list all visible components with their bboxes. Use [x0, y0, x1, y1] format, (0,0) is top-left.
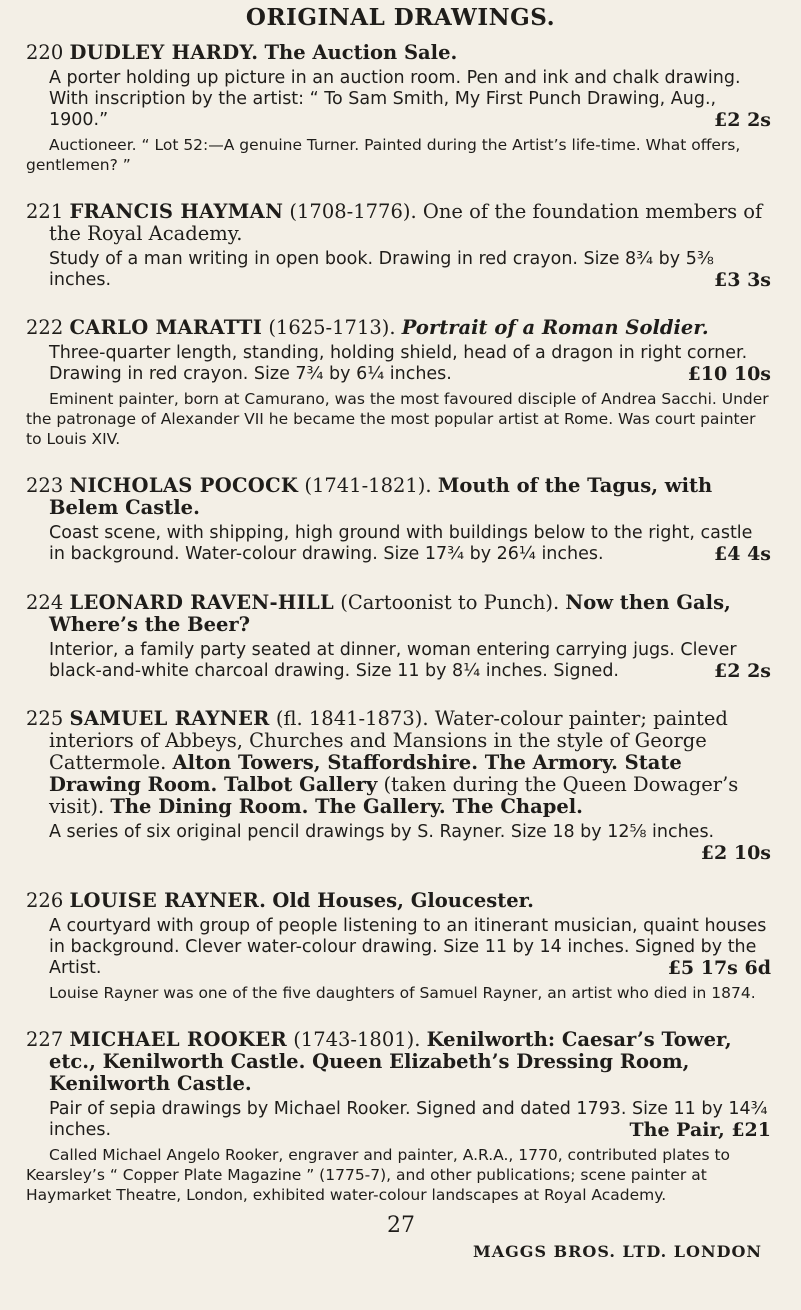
publisher-imprint: MAGGS BROS. LTD. LONDON [473, 1242, 763, 1261]
lot-number: 220 [26, 41, 64, 64]
lot-description: Study of a man writing in open book. Drawing in red crayon. Size 8¾ by 5⅜ inches. £3 3s [49, 249, 771, 292]
running-head: ORIGINAL DRAWINGS. [245, 4, 556, 31]
lot-title: Portrait of a Roman Soldier. [401, 316, 709, 340]
lot-number: 222 [26, 316, 64, 340]
artist-dates: (Cartoonist to Punch). [340, 590, 560, 614]
artist-name: DUDLEY HARDY. [69, 41, 259, 64]
lot-price: £2 10s [700, 841, 771, 864]
lot-entry-223 [26, 475, 771, 565]
lot-title: One of the foundation members of the Royal Academy. [49, 200, 763, 246]
lot-price: The Pair, £21 [629, 1119, 771, 1141]
lot-description: A porter holding up picture in an auction room. Pen and ink and chalk drawing. With inscription by the artist: “ To Sam Smith, My First Punch Drawing, Aug., 1900.” £2 2s [49, 68, 771, 131]
lot-number: 227 [26, 1028, 64, 1051]
lot-price: £4 4s [714, 543, 771, 566]
lot-title: Mouth of the Tagus, with Belem Castle. [49, 474, 713, 520]
lot-title: Old Houses, Gloucester. [272, 888, 534, 912]
lot-note: Called Michael Angelo Rooker, engraver and painter, A.R.A., 1770, contributed plates to Kearsley’s “ Copper Plate Magazine ” (1775-7), and other publications; scene painter at Haymarket Theatre, London, exhibited water-colour landscapes at Royal Academy. [26, 1146, 731, 1204]
lot-description: A courtyard with group of people listening to an itinerant musician, quaint houses in background. Clever water-colour drawing. Size 11 by 14 inches. Signed by the Artist. £5 17s 6d [49, 915, 771, 979]
lot-price: £2 2s [714, 659, 771, 682]
lot-entry-226 [26, 890, 771, 1003]
lot-title: Kenilworth: Caesar’s Tower, etc., Kenilworth Castle. Queen Elizabeth’s Dressing Room, Kenilworth Castle. [49, 1028, 732, 1095]
artist-dates: (1741-1821). [304, 474, 432, 498]
lot-price: £2 2s [714, 109, 771, 131]
lot-number: 225 [26, 706, 64, 730]
page-number: 27 [387, 1213, 415, 1238]
lot-description: Pair of sepia drawings by Michael Rooker. Signed and dated 1793. Size 11 by 14¾ inches. The Pair, £21 [49, 1099, 771, 1141]
lot-note: Louise Rayner was one of the five daughters of Samuel Rayner, an artist who died in 1874. [49, 983, 756, 1002]
artist-dates: (1708-1776). [289, 200, 417, 224]
lot-title: Alton Towers, Staffordshire. The Armory. State Drawing Room. Talbot Gallery [49, 750, 682, 796]
artist-name: CARLO MARATTI [69, 316, 263, 340]
lot-price: £10 10s [687, 363, 771, 386]
lot-entry-224 [26, 592, 771, 682]
lot-number: 224 [26, 590, 64, 614]
artist-name: LOUISE RAYNER. [69, 888, 267, 912]
lot-price: £5 17s 6d [667, 956, 771, 979]
lot-description: Interior, a family party seated at dinner, woman entering carrying jugs. Clever black-and-white charcoal drawing. Size 11 by 8¼ inches. Signed. £2 2s [49, 639, 771, 682]
artist-name: LEONARD RAVEN-HILL [69, 590, 335, 614]
lot-heading [26, 317, 771, 339]
lot-entry-227 [26, 1029, 771, 1205]
artist-name: MICHAEL ROOKER [69, 1028, 287, 1051]
lot-heading [26, 475, 771, 519]
lot-entry-225 [26, 708, 771, 864]
lot-title: The Auction Sale. [264, 41, 458, 64]
lot-price: £3 3s [714, 269, 771, 292]
lot-heading [26, 890, 771, 912]
lot-number: 226 [26, 888, 64, 912]
lot-heading [26, 708, 771, 818]
lot-heading [26, 201, 771, 245]
lot-note: Auctioneer. “ Lot 52:—A genuine Turner. Painted during the Artist’s life-time. What offers, gentlemen? ” [26, 136, 741, 174]
lot-description: Three-quarter length, standing, holding shield, head of a dragon in right corner. Drawing in red crayon. Size 7¾ by 6¼ inches. £10 10s [49, 343, 771, 386]
artist-dates: (fl. 1841-1873). [275, 706, 429, 730]
lot-heading [26, 42, 771, 64]
artist-intro: Water-colour painter; painted interiors of Abbeys, Churches and Mansions in the style of George Cattermole. [49, 706, 728, 774]
artist-dates: (1625-1713). [268, 316, 396, 340]
lot-description: Coast scene, with shipping, high ground with buildings below to the right, castle in background. Water-colour drawing. Size 17¾ by 26¼ inches. £4 4s [49, 523, 771, 566]
lot-entry-221 [26, 201, 771, 291]
lot-entry-222 [26, 317, 771, 449]
artist-name: FRANCIS HAYMAN [69, 200, 284, 224]
lot-entry-220 [26, 42, 771, 175]
lot-title-continued: The Dining Room. The Gallery. The Chapel. [110, 794, 583, 818]
lot-number: 221 [26, 200, 64, 224]
lot-title: Now then Gals, Where’s the Beer? [49, 590, 731, 636]
lot-title-note: (taken during the Queen Dowager’s visit). [49, 772, 739, 818]
artist-name: SAMUEL RAYNER [69, 706, 270, 730]
artist-dates: (1743-1801). [293, 1028, 421, 1051]
artist-name: NICHOLAS POCOCK [69, 474, 299, 498]
lot-number: 223 [26, 474, 64, 498]
lot-heading [26, 592, 771, 636]
lot-note: Eminent painter, born at Camurano, was the most favoured disciple of Andrea Sacchi. Under the patronage of Alexander VII he became the most popular artist at Rome. Was court painter to Louis XIV. [26, 390, 769, 449]
lot-heading [26, 1029, 771, 1095]
lot-description: A series of six original pencil drawings by S. Rayner. Size 18 by 12⅝ inches. £2 10s [49, 821, 771, 864]
